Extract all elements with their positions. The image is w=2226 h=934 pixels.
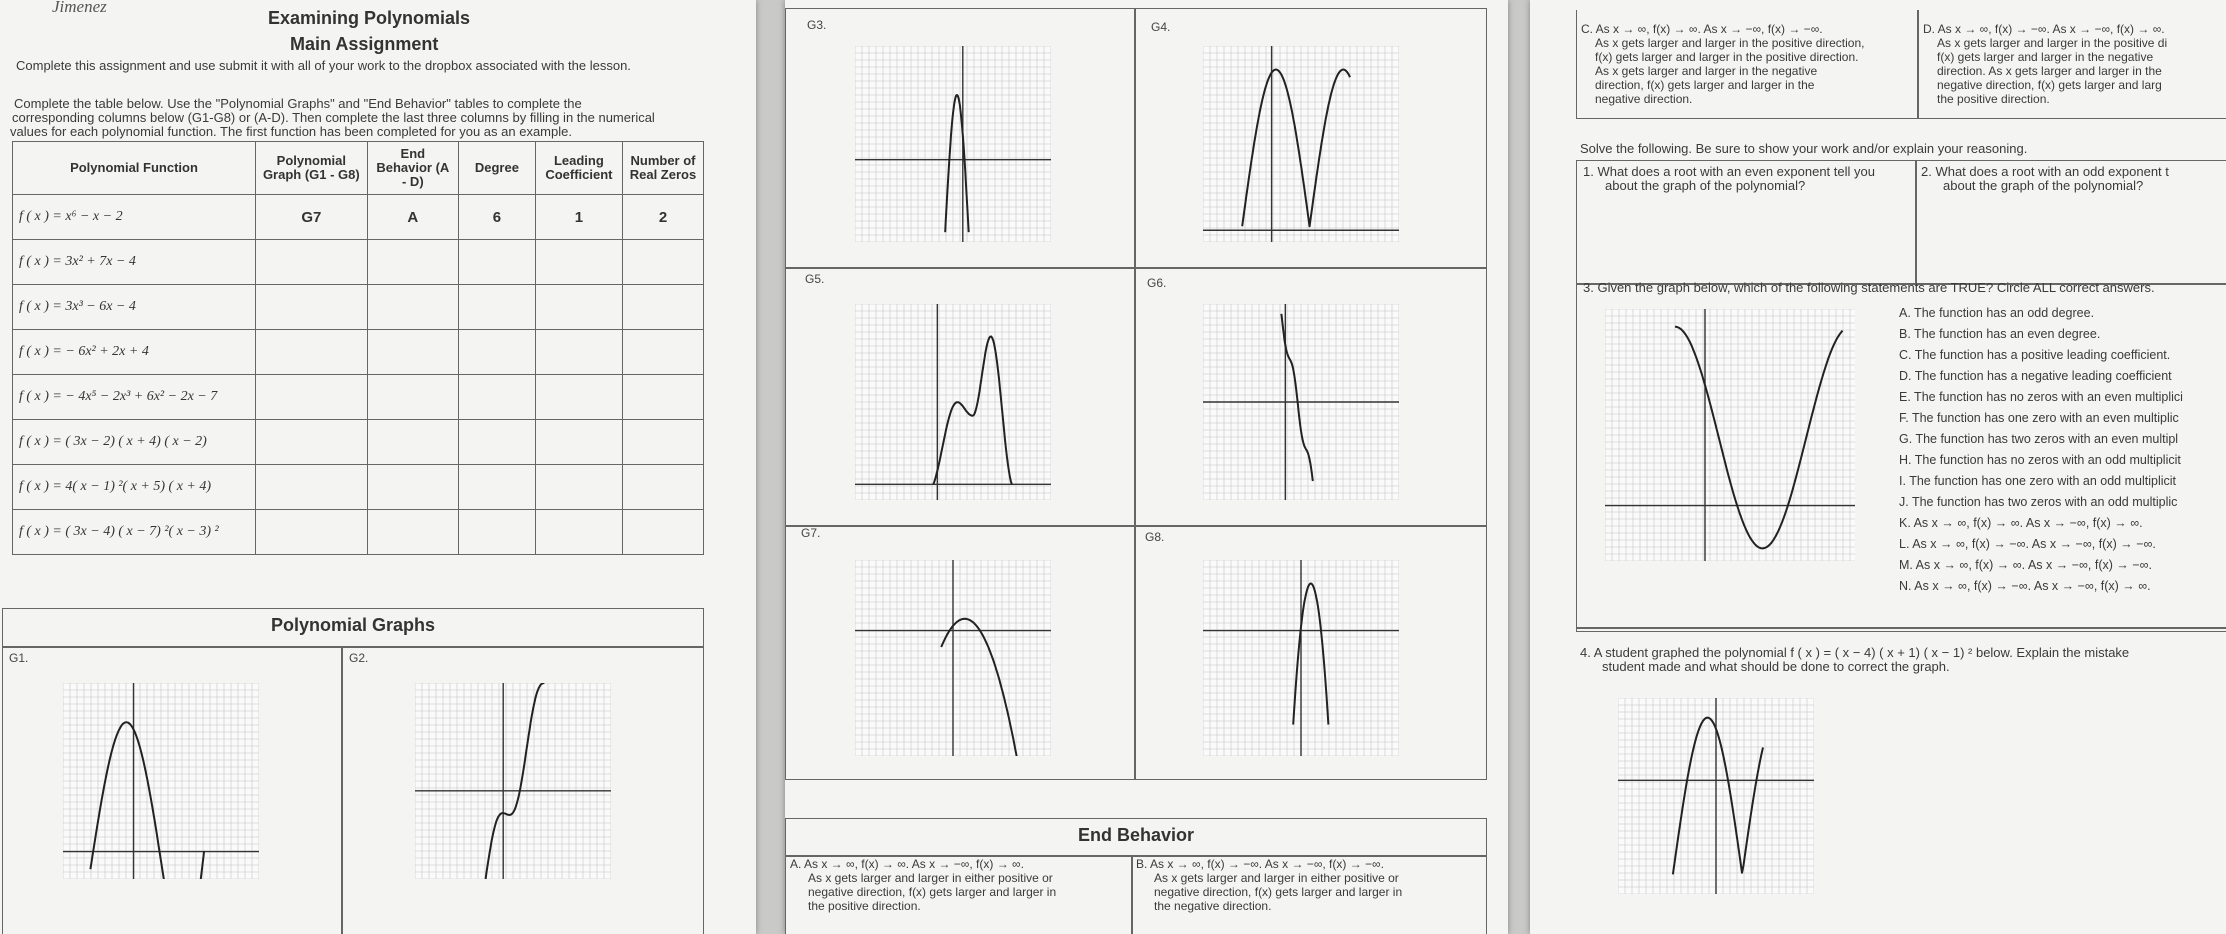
answer-option[interactable]: A. The function has an odd degree. (1899, 306, 2095, 320)
end-behavior-title: End Behavior (1077, 825, 1195, 845)
answer-cell-zeros[interactable] (622, 330, 703, 375)
end-behavior-c-line-2: As x gets larger and larger in the positive direction, (1595, 36, 1865, 50)
question-1-line-1: 1. What does a root with an even exponent tell you (1583, 164, 1875, 179)
answer-cell-degree[interactable] (458, 375, 535, 420)
end-behavior-d-line-6: the positive direction. (1937, 92, 2050, 106)
graph-grid (1605, 309, 1855, 561)
graph-grid (855, 304, 1051, 500)
function-cell: f ( x ) = − 6x² + 2x + 4 (13, 330, 256, 375)
graph-grid (1203, 46, 1399, 242)
header-function: Polynomial Function (13, 142, 256, 195)
graph-g7 (855, 560, 1051, 756)
header-graph: Polynomial Graph (G1 - G8) (255, 142, 367, 195)
answer-cell-end[interactable] (367, 375, 458, 420)
q-divider-v (1915, 161, 1917, 283)
graph-grid (855, 46, 1051, 242)
answer-option[interactable]: C. The function has a positive leading coefficient. (1899, 348, 2171, 362)
student-name: Jimenez (52, 0, 107, 16)
end-behavior-c (1581, 22, 1864, 106)
graphs-divider-h (3, 646, 703, 648)
end-behavior-box (785, 818, 1487, 934)
answer-cell-graph[interactable] (255, 330, 367, 375)
graph-grid (415, 683, 611, 879)
question-4-line-1: 4. A student graphed the polynomial f ( x ) = ( x − 4) ( x + 1) ( x − 1) ² below. Explain the mistake (1580, 645, 2130, 660)
function-cell: f ( x ) = 3x² + 7x − 4 (13, 240, 256, 285)
answer-option[interactable]: B. The function has an even degree. (1899, 327, 2101, 341)
question-1-line-2: about the graph of the polynomial? (1605, 178, 1806, 193)
table-row (13, 240, 704, 285)
function-cell: f ( x ) = ( 3x − 4) ( x − 7) ²( x − 3) ² (13, 510, 256, 555)
header-degree: Degree (458, 142, 535, 195)
answer-cell-degree[interactable] (458, 510, 535, 555)
answer-cell-degree[interactable] (458, 330, 535, 375)
answer-cell-lead[interactable] (535, 510, 622, 555)
answer-cell-graph[interactable] (255, 285, 367, 330)
answer-cell-lead[interactable] (535, 240, 622, 285)
end-behavior-b-line-2: As x gets larger and larger in either positive or (1154, 871, 1399, 885)
answer-cell-degree[interactable]: 6 (458, 195, 535, 240)
graph-g4 (1203, 46, 1399, 242)
function-curve (933, 337, 1011, 485)
question-2-line-1: 2. What does a root with an odd exponent t (1921, 164, 2169, 179)
answer-cell-graph[interactable] (255, 510, 367, 555)
frame-divider-h2 (786, 525, 1486, 527)
question-4-graph (1618, 698, 1814, 894)
frame-divider-v (1134, 9, 1136, 779)
table-row (13, 285, 704, 330)
graph-label-g4: G4. (1151, 20, 1171, 34)
answer-cell-graph[interactable]: G7 (255, 195, 367, 240)
instructions-line-2: corresponding columns below (G1-G8) or (A-D). Then complete the last three columns by filling in the numerical (12, 110, 655, 125)
graph-g1 (63, 683, 259, 879)
answer-cell-end[interactable] (367, 465, 458, 510)
answer-cell-lead[interactable]: 1 (535, 195, 622, 240)
header-end-behavior: End Behavior (A - D) (367, 142, 458, 195)
answer-cell-lead[interactable] (535, 465, 622, 510)
end-behavior-b (1136, 857, 1402, 913)
answer-cell-zeros[interactable]: 2 (622, 195, 703, 240)
answer-option[interactable]: L. As x → ∞, f(x) → −∞. As x → −∞, f(x) → −∞. (1899, 537, 2156, 551)
answer-cell-zeros[interactable] (622, 285, 703, 330)
graph-label-g7: G7. (801, 526, 821, 540)
instructions-line-3: values for each polynomial function. The first function has been completed for you as an example. (10, 124, 572, 139)
worksheet-page-3 (1530, 0, 2226, 934)
end-behavior-b-line-4: the negative direction. (1154, 899, 1272, 913)
page-title: Examining Polynomials (268, 8, 471, 28)
answer-cell-zeros[interactable] (622, 465, 703, 510)
answer-cell-degree[interactable] (458, 465, 535, 510)
worksheet-page-2 (785, 0, 1508, 934)
end-behavior-a-line-4: the positive direction. (808, 899, 921, 913)
answer-cell-graph[interactable] (255, 420, 367, 465)
question-2-line-2: about the graph of the polynomial? (1943, 178, 2144, 193)
graphs-divider-v (341, 646, 343, 934)
end-behavior-d (1923, 22, 2167, 106)
end-behavior-c-line-3: f(x) gets larger and larger in the positive direction. (1595, 50, 1859, 64)
answer-cell-lead[interactable] (535, 420, 622, 465)
answer-cell-end[interactable] (367, 510, 458, 555)
answer-cell-degree[interactable] (458, 420, 535, 465)
graph-g6 (1203, 304, 1399, 500)
intro-text: Complete this assignment and use submit it with all of your work to the dropbox associated with the lesson. (16, 58, 631, 73)
function-cell: f ( x ) = x⁶ − x − 2 (13, 195, 256, 240)
q-divider-h2 (1577, 627, 2226, 629)
answer-cell-zeros[interactable] (622, 240, 703, 285)
answer-cell-lead[interactable] (535, 285, 622, 330)
function-cell: f ( x ) = 3x³ − 6x − 4 (13, 285, 256, 330)
end-behavior-d-line-5: negative direction, f(x) gets larger and larg (1937, 78, 2162, 92)
function-curve (1242, 70, 1350, 227)
question-4-line-2: student made and what should be done to correct the graph. (1602, 659, 1950, 674)
end-behavior-c-line-6: negative direction. (1595, 92, 1693, 106)
table-row (13, 420, 704, 465)
table-row (13, 375, 704, 420)
table-row (13, 195, 704, 240)
answer-cell-graph[interactable] (255, 465, 367, 510)
answer-option[interactable]: M. As x → ∞, f(x) → ∞. As x → −∞, f(x) → −∞. (1899, 558, 2153, 572)
graph-g2 (415, 683, 611, 879)
graph-label-g1: G1. (9, 651, 29, 665)
end-behavior-cd-box (1576, 10, 2226, 119)
answer-cell-end[interactable]: A (367, 195, 458, 240)
polynomial-graphs-box (2, 608, 704, 934)
answer-option[interactable]: F. The function has one zero with an even multiplic (1899, 411, 2179, 425)
answer-cell-zeros[interactable] (622, 375, 703, 420)
questions-box (1576, 160, 2226, 632)
end-behavior-c-line-4: As x gets larger and larger in the negative (1595, 64, 1818, 78)
graph-g3 (855, 46, 1051, 242)
question-3-options (1899, 303, 2183, 597)
end-behavior-c-line-5: direction, f(x) gets larger and larger in the (1595, 78, 1815, 92)
end-behavior-cd-divider (1917, 10, 1919, 118)
answer-cell-graph[interactable] (255, 375, 367, 420)
end-behavior-c-line-1: C. As x → ∞, f(x) → ∞. As x → −∞, f(x) → −∞. (1581, 22, 1823, 36)
answer-option[interactable]: G. The function has two zeros with an even multipl (1899, 432, 2179, 446)
end-behavior-a-line-1: A. As x → ∞, f(x) → ∞. As x → −∞, f(x) → ∞. (790, 857, 1024, 871)
graph-label-g3: G3. (807, 18, 827, 32)
answer-option[interactable]: D. The function has a negative leading coefficient (1899, 369, 2172, 383)
graph-g5 (855, 304, 1051, 500)
function-cell: f ( x ) = 4( x − 1) ²( x + 5) ( x + 4) (13, 465, 256, 510)
answer-cell-zeros[interactable] (622, 420, 703, 465)
worksheet-page-1 (0, 0, 756, 934)
answer-cell-degree[interactable] (458, 240, 535, 285)
table-header-row (13, 142, 704, 195)
answer-cell-end[interactable] (367, 330, 458, 375)
answer-cell-lead[interactable] (535, 330, 622, 375)
answer-cell-zeros[interactable] (622, 510, 703, 555)
table-row (13, 510, 704, 555)
answer-option[interactable]: N. As x → ∞, f(x) → −∞. As x → −∞, f(x) → ∞. (1899, 579, 2151, 593)
graph-label-g5: G5. (805, 272, 825, 286)
end-behavior-a-line-3: negative direction, f(x) gets larger and larger in (808, 885, 1057, 899)
graph-label-g2: G2. (349, 651, 369, 665)
graph-label-g8: G8. (1145, 530, 1165, 544)
frame-divider-h1 (786, 267, 1486, 269)
answer-cell-end[interactable] (367, 285, 458, 330)
answer-cell-end[interactable] (367, 240, 458, 285)
graph-g8 (1203, 560, 1399, 756)
page-subtitle: Main Assignment (290, 34, 439, 54)
answer-option[interactable]: H. The function has no zeros with an odd multiplicit (1899, 453, 2181, 467)
answer-cell-lead[interactable] (535, 375, 622, 420)
end-behavior-b-line-1: B. As x → ∞, f(x) → −∞. As x → −∞, f(x) → −∞. (1136, 857, 1384, 871)
table-row (13, 465, 704, 510)
function-curve (945, 95, 969, 232)
graph-label-g6: G6. (1147, 276, 1167, 290)
answer-option[interactable]: K. As x → ∞, f(x) → ∞. As x → −∞, f(x) → ∞. (1899, 516, 2143, 530)
solve-instructions: Solve the following. Be sure to show your work and/or explain your reasoning. (1580, 141, 2028, 156)
header-real-zeros: Number of Real Zeros (622, 142, 703, 195)
function-cell: f ( x ) = ( 3x − 2) ( x + 4) ( x − 2) (13, 420, 256, 465)
graph-grid (63, 683, 259, 879)
end-behavior-d-line-1: D. As x → ∞, f(x) → −∞. As x → −∞, f(x) → ∞. (1923, 22, 2165, 36)
function-curve (1293, 584, 1328, 725)
end-behavior-a (790, 857, 1056, 913)
question-3: 3. Given the graph below, which of the following statements are TRUE? Circle ALL correct answers. (1583, 280, 2155, 295)
end-behavior-divider-v (1131, 855, 1133, 934)
end-behavior-b-line-3: negative direction, f(x) gets larger and larger in (1154, 885, 1403, 899)
header-leading-coefficient: Leading Coefficient (535, 142, 622, 195)
instructions-line-1: Complete the table below. Use the "Polynomial Graphs" and "End Behavior" tables to complete the (14, 96, 582, 111)
question-3-graph (1605, 309, 1855, 561)
table-row (13, 330, 704, 375)
graphs-title: Polynomial Graphs (270, 615, 436, 635)
end-behavior-d-line-2: As x gets larger and larger in the positive di (1937, 36, 2168, 50)
answer-cell-degree[interactable] (458, 285, 535, 330)
end-behavior-d-line-3: f(x) gets larger and larger in the negative (1937, 50, 2154, 64)
end-behavior-d-line-4: direction. As x gets larger and larger in the (1937, 64, 2162, 78)
answer-cell-end[interactable] (367, 420, 458, 465)
answer-option[interactable]: I. The function has one zero with an odd multiplicit (1899, 474, 2177, 488)
end-behavior-a-line-2: As x gets larger and larger in either positive or (808, 871, 1053, 885)
answer-option[interactable]: E. The function has no zeros with an even multiplici (1899, 390, 2183, 404)
polynomial-table (12, 141, 704, 555)
question-2 (1921, 165, 2169, 193)
question-1 (1583, 165, 1875, 193)
function-cell: f ( x ) = − 4x⁵ − 2x³ + 6x² − 2x − 7 (13, 375, 256, 420)
answer-cell-graph[interactable] (255, 240, 367, 285)
answer-option[interactable]: J. The function has two zeros with an odd multiplic (1899, 495, 2178, 509)
